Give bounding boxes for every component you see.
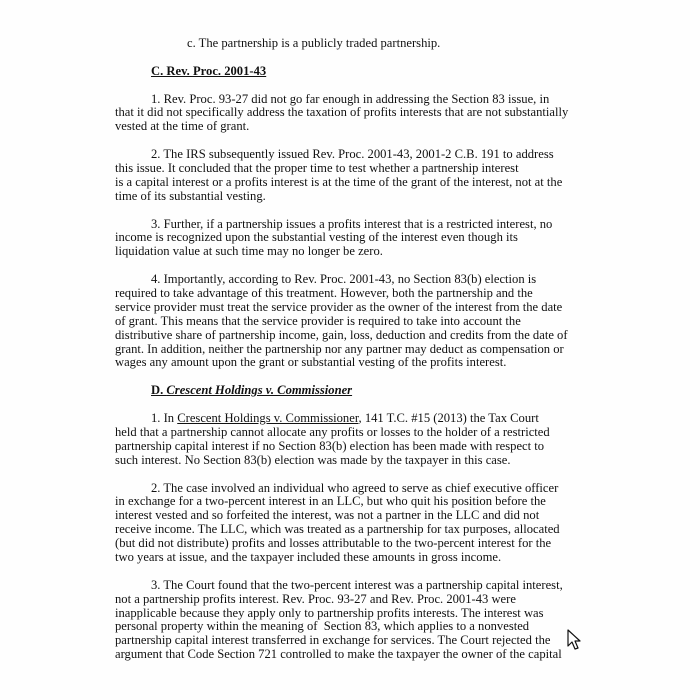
text-line: 3. Further, if a partnership issues a profits interest that is a restricted interest, no [151, 216, 553, 231]
citation-text: , 141 T.C. #15 (2013) the Tax Court [358, 411, 539, 426]
text-line: 4. Importantly, according to Rev. Proc. 2001-43, no Section 83(b) election is [151, 272, 537, 287]
text-line: time of its substantial vesting. [115, 188, 266, 203]
text-line: 1. Rev. Proc. 93-27 did not go far enough in addressing the Section 83 issue, in [151, 91, 550, 106]
text-line: 2. The IRS subsequently issued Rev. Proc. 2001-43, 2001-2 C.B. 191 to address [151, 147, 554, 162]
text-line: receive income. The LLC, which was treated as a partnership for tax purposes, allocated [115, 522, 560, 537]
text-line: that it did not specifically address the taxation of profits interests that are not substantially [115, 105, 569, 120]
text-line: partnership capital interest transferred in exchange for services. The Court rejected the [115, 633, 551, 648]
section-d-heading-prefix: D. [151, 383, 167, 398]
text-line: argument that Code Section 721 controlled to make the taxpayer the owner of the capital [115, 647, 562, 662]
text-line: (but did not distribute) profits and losses attributable to the two-percent interest for the [115, 536, 552, 551]
section-d-paragraph-3 [115, 579, 565, 662]
text-line: 3. The Court found that the two-percent interest was a partnership capital interest, [151, 577, 563, 592]
section-c-paragraph-2 [115, 148, 565, 204]
case-name: Crescent Holdings v. Commissioner [177, 411, 359, 426]
section-d-heading-case: Crescent Holdings v. Commissioner [166, 383, 353, 398]
section-c-paragraph-1 [115, 91, 569, 135]
paragraph-lead: 1. In [151, 411, 178, 426]
text-line: is a capital interest or a profits interest is at the time of the grant of the interest, not at the [115, 174, 563, 189]
text-line: personal property within the meaning of Section 83, which applies to a nonvested [115, 619, 530, 634]
text-line: vested at the time of grant. [115, 119, 250, 134]
section-d-heading [115, 384, 565, 398]
text-line: in exchange for a two-percent interest in an LLC, but who quit his position before the [115, 494, 546, 509]
text-line: such interest. No Section 83(b) election was made by the taxpayer in this case. [115, 452, 511, 467]
text-line: of grant. This means that the service provider is required to take into account the [115, 313, 521, 328]
text-line: interest vested and so forfeited the interest, was not a partner in the LLC and did not [115, 508, 540, 523]
text-line: two years at issue, and the taxpayer included these amounts in gross income. [115, 549, 502, 564]
text-line: income is recognized upon the substantial vesting of the interest even though its [115, 230, 518, 245]
text-line: grant. In addition, neither the partnership nor any partner may deduct as compensation or [115, 341, 564, 356]
section-c-paragraph-3 [115, 218, 565, 260]
mouse-pointer-icon [567, 629, 583, 651]
item-c-text: c. The partnership is a publicly traded partnership. [187, 36, 441, 50]
section-c-heading: C. Rev. Proc. 2001-43 [151, 63, 267, 78]
section-d-paragraph-2 [115, 482, 565, 565]
text-line: this issue. It concluded that the proper time to test whether a partnership interest [115, 161, 519, 176]
text-line: service provider must treat the service provider as the owner of the interest from the date [115, 299, 563, 314]
text-line: inapplicable because they apply only to partnership profits interests. The interest was [115, 605, 544, 620]
section-c-paragraph-4 [115, 272, 568, 370]
text-line: distributive share of partnership income, gain, loss, deduction and credits from the date of [115, 327, 568, 342]
section-d-paragraph-1 [115, 412, 565, 468]
text-line: held that a partnership cannot allocate any profits or losses to the holder of a restricted [115, 424, 550, 439]
text-line: required to take advantage of this treatment. However, both the partnership and the [115, 286, 533, 301]
text-line: not a partnership profits interest. Rev. Proc. 93-27 and Rev. Proc. 2001-43 were [115, 591, 516, 606]
text-line: partnership capital interest if no Section 83(b) election has been made with respect to [115, 438, 545, 453]
text-line: 2. The case involved an individual who agreed to serve as chief executive officer [151, 480, 559, 495]
text-line: wages any amount upon the grant or substantial vesting of the profits interest. [115, 355, 507, 370]
text-line [115, 412, 565, 426]
document-body [115, 36, 569, 662]
text-line: liquidation value at such time may no longer be zero. [115, 244, 383, 259]
